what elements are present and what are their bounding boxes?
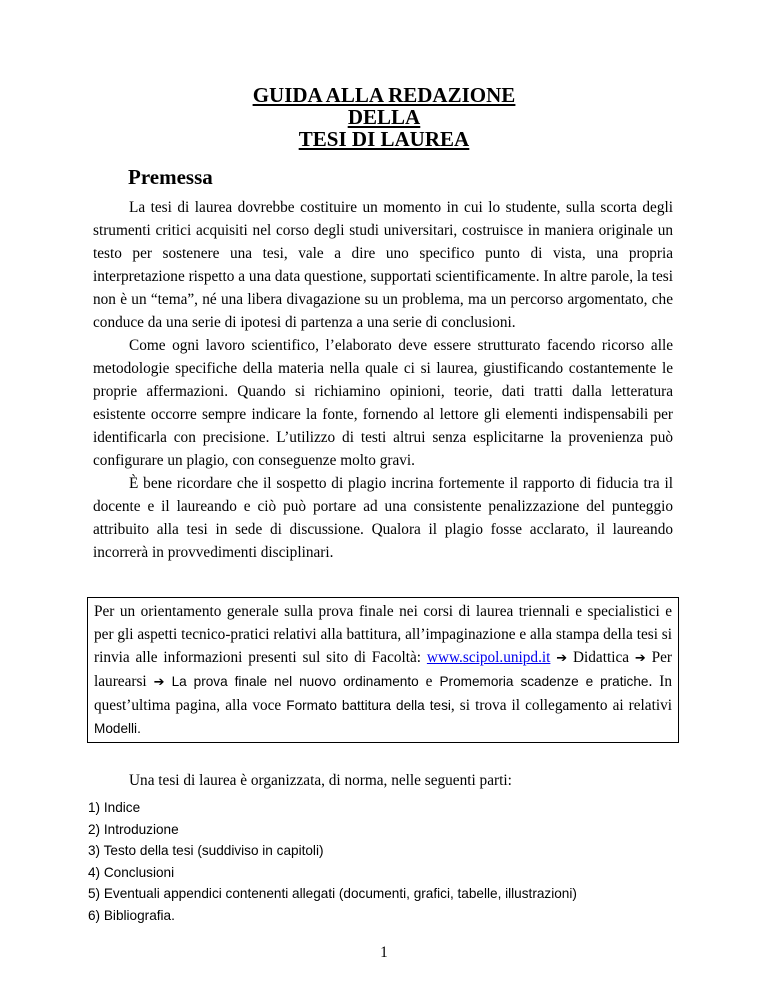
title-line-2: DELLA <box>347 105 421 129</box>
faculty-site-link[interactable]: www.scipol.unipd.it <box>426 649 551 666</box>
parts-intro: Una tesi di laurea è organizzata, di norma, nelle seguenti parti: <box>129 772 512 789</box>
nav-prova-finale: La prova finale nel nuovo ordinamento <box>171 674 419 689</box>
nav-didattica: Didattica <box>572 649 630 666</box>
section-heading-premessa: Premessa <box>128 165 213 189</box>
page-number: 1 <box>380 944 388 961</box>
list-item: 5) Eventuali appendici contenenti allegati (documenti, grafici, tabelle, illustrazioni) <box>88 886 577 901</box>
conjunction-e: e <box>425 673 433 690</box>
list-item: 3) Testo della tesi (suddiviso in capitoli) <box>88 843 324 858</box>
box-text-after-2: , si trova il collegamento ai relativi <box>450 697 672 714</box>
list-item: 2) Introduzione <box>88 821 179 837</box>
box-intro-text: Per un orientamento generale sulla prova finale nei corsi di laurea triennali e specialistici e per gli aspetti tecnico-pratici relativi alla battitura, all’impaginazione e alla stampa della tesi si rinvia alle informazioni presenti sul sito di Facoltà: <box>94 603 672 666</box>
info-box <box>87 597 679 743</box>
arrow-right-icon: ➔ <box>153 675 165 690</box>
paragraph-3: È bene ricordare che il sospetto di plagio incrina fortemente il rapporto di fiducia tra il docente e il laureando e ciò può portare ad una consistente penalizzazione del punteggio attribuito alla tesi in sede di discussione. Qualora il plagio fosse acclarato, il laureando incorrerà in provvedimenti disciplinari. <box>93 475 673 561</box>
body-text <box>93 196 673 564</box>
formato-battitura: Formato battitura della tesi <box>286 698 451 713</box>
nav-per-laurearsi: Per laurearsi <box>94 649 673 690</box>
parts-list <box>88 797 577 926</box>
arrow-right-icon: ➔ <box>556 651 568 666</box>
list-item: 1) Indice <box>88 800 141 815</box>
paragraph-2: Come ogni lavoro scientifico, l’elaborato deve essere strutturato facendo ricorso alle metodologie specifiche della materia nella quale ci si laurea, giustificando costantemente le proprie affermazioni. Quando si richiamino opinioni, teorie, dati tratti dalla letteratura esistente occorre sempre indicare la fonte, fornendo al lettore gli elementi indispensabili per identificarla con precisione. L’utilizzo di testi altrui senza esplicitarne la provenienza può configurare un plagio, con conseguenze molto gravi. <box>93 337 673 469</box>
nav-promemoria: Promemoria scadenze e pratiche <box>439 674 649 689</box>
list-item: 4) Conclusioni <box>88 864 175 880</box>
modelli-label: Modelli <box>94 721 138 736</box>
title-line-3: TESI DI LAUREA <box>298 127 470 151</box>
title-line-1: GUIDA ALLA REDAZIONE <box>252 83 516 107</box>
paragraph-1: La tesi di laurea dovrebbe costituire un momento in cui lo studente, sulla scorta degli strumenti critici acquisiti nel corso degli studi universitari, costruisce in maniera originale un testo per sostenere una tesi, vale a dire uno specifico punto di vista, una propria interpretazione rispetto a una data questione, supportati scientificamente. In altre parole, la tesi non è un “tema”, né una libera divagazione su un problema, ma un percorso argomentato, che conduce da una serie di ipotesi di partenza a una serie di conclusioni. <box>93 199 673 331</box>
document-title <box>0 84 768 150</box>
list-item: 6) Bibliografia. <box>88 907 175 923</box>
box-text-after: . In quest’ultima pagina, alla voce <box>94 673 673 714</box>
box-final-period: . <box>137 721 141 736</box>
arrow-right-icon: ➔ <box>634 651 646 666</box>
